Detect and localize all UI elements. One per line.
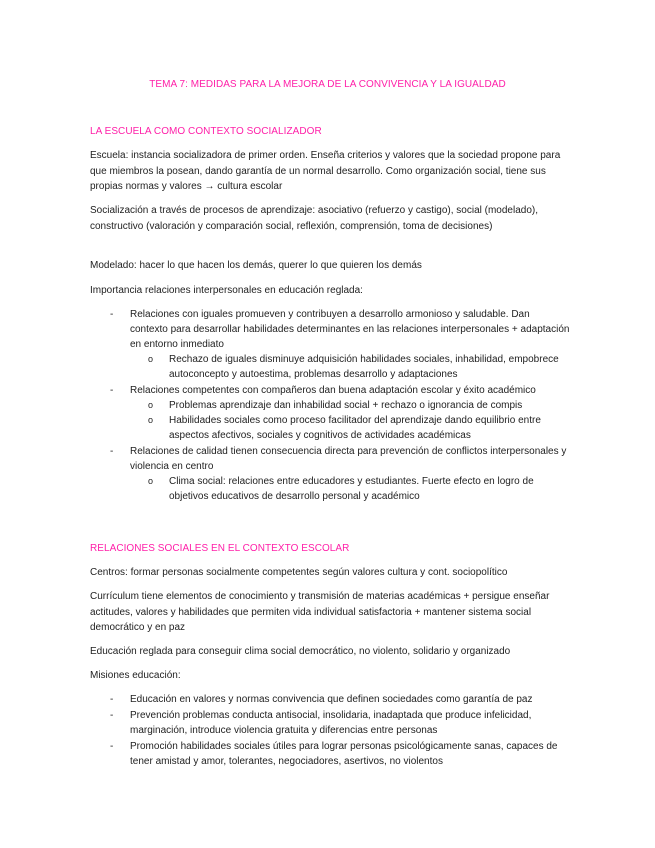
list-item [90, 307, 570, 382]
sub-list [130, 398, 570, 443]
sub-list-item [130, 474, 570, 504]
dash-marker: - [110, 446, 114, 457]
list-item-text: Prevención problemas conducta antisocial, insolidaria, inadaptada que produce infelicidad, marginación, introduce violencia gratuita y diferencias entre personas [130, 710, 532, 736]
paragraph-curriculum: Currículum tiene elementos de conocimiento y transmisión de materias académicas + persigue enseñar actitudes, valores y habilidades que permiten vida individual satisfactoria + mantener sistema social democrático y en paz [90, 591, 550, 633]
list-item [90, 383, 570, 443]
paragraph-misiones: Misiones educación: [90, 670, 181, 681]
sub-list [130, 352, 570, 382]
dash-marker: - [110, 385, 114, 396]
sub-list-item [130, 352, 570, 382]
circle-marker: o [148, 400, 154, 410]
sub-list-item-text: Rechazo de iguales disminuye adquisición habilidades sociales, inhabilidad, empobrece autoconcepto y autoestima, problemas desarrollo y adaptaciones [169, 354, 559, 380]
list-item [90, 739, 570, 769]
sub-list-item-text: Habilidades sociales como proceso facilitador del aprendizaje dando equilibrio entre aspectos afectivos, sociales y cognitivos de actividades académicas [169, 415, 541, 441]
paragraph-centros: Centros: formar personas socialmente competentes según valores cultura y cont. sociopolítico [90, 567, 508, 578]
list-item-text: Relaciones de calidad tienen consecuencia directa para prevención de conflictos interpersonales y violencia en centro [130, 446, 567, 472]
list-item [90, 708, 570, 738]
dash-marker: - [110, 694, 114, 705]
dash-marker: - [110, 309, 114, 320]
sub-list-item [130, 398, 570, 413]
list-item-text: Relaciones competentes con compañeros dan buena adaptación escolar y éxito académico [130, 385, 536, 396]
sub-list-item-text: Problemas aprendizaje dan inhabilidad social + rechazo o ignorancia de compis [169, 400, 523, 411]
paragraph-socializacion: Socialización a través de procesos de aprendizaje: asociativo (refuerzo y castigo), social (modelado), constructivo (valoración y comparación social, reflexión, comprensión, toma de decisiones) [90, 205, 539, 232]
sub-list-item [130, 413, 570, 443]
importance-list [90, 307, 570, 505]
dash-marker: - [110, 741, 114, 752]
section-heading-relaciones: RELACIONES SOCIALES EN EL CONTEXTO ESCOLAR [90, 543, 350, 554]
paragraph-educacion-reglada: Educación reglada para conseguir clima social democrático, no violento, solidario y organizado [90, 646, 511, 657]
list-item-text: Educación en valores y normas convivencia que definen sociedades como garantía de paz [130, 694, 533, 705]
paragraph-escuela: Escuela: instancia socializadora de primer orden. Enseña criterios y valores que la sociedad propone para que miembros la posean, dando garantía de un normal desarrollo. Como organización social, tiene sus propias normas y valores → cultura escolar [90, 150, 561, 192]
paragraph-modelado: Modelado: hacer lo que hacen los demás, querer lo que quieren los demás [90, 260, 422, 271]
paragraph-importancia: Importancia relaciones interpersonales en educación reglada: [90, 285, 363, 296]
missions-list [90, 692, 570, 770]
list-item-text: Relaciones con iguales promueven y contribuyen a desarrollo armonioso y saludable. Dan contexto para desarrollar habilidades determinantes en las relaciones interpersonales + adaptación en entorno inmediato [130, 309, 570, 350]
section-heading-escuela: LA ESCUELA COMO CONTEXTO SOCIALIZADOR [90, 126, 322, 137]
document-title: TEMA 7: MEDIDAS PARA LA MEJORA DE LA CONVIVENCIA Y LA IGUALDAD [149, 79, 506, 90]
sub-list [130, 474, 570, 504]
list-item [90, 444, 570, 504]
list-item-text: Promoción habilidades sociales útiles para lograr personas psicológicamente sanas, capaces de tener amistad y amor, tolerantes, negociadores, asertivos, no violentos [130, 741, 558, 767]
circle-marker: o [148, 476, 154, 486]
sub-list-item-text: Clima social: relaciones entre educadores y estudiantes. Fuerte efecto en logro de objetivos educativos de desarrollo personal y académico [169, 476, 534, 502]
circle-marker: o [148, 354, 154, 364]
circle-marker: o [148, 415, 154, 425]
list-item [90, 692, 570, 707]
dash-marker: - [110, 710, 114, 721]
